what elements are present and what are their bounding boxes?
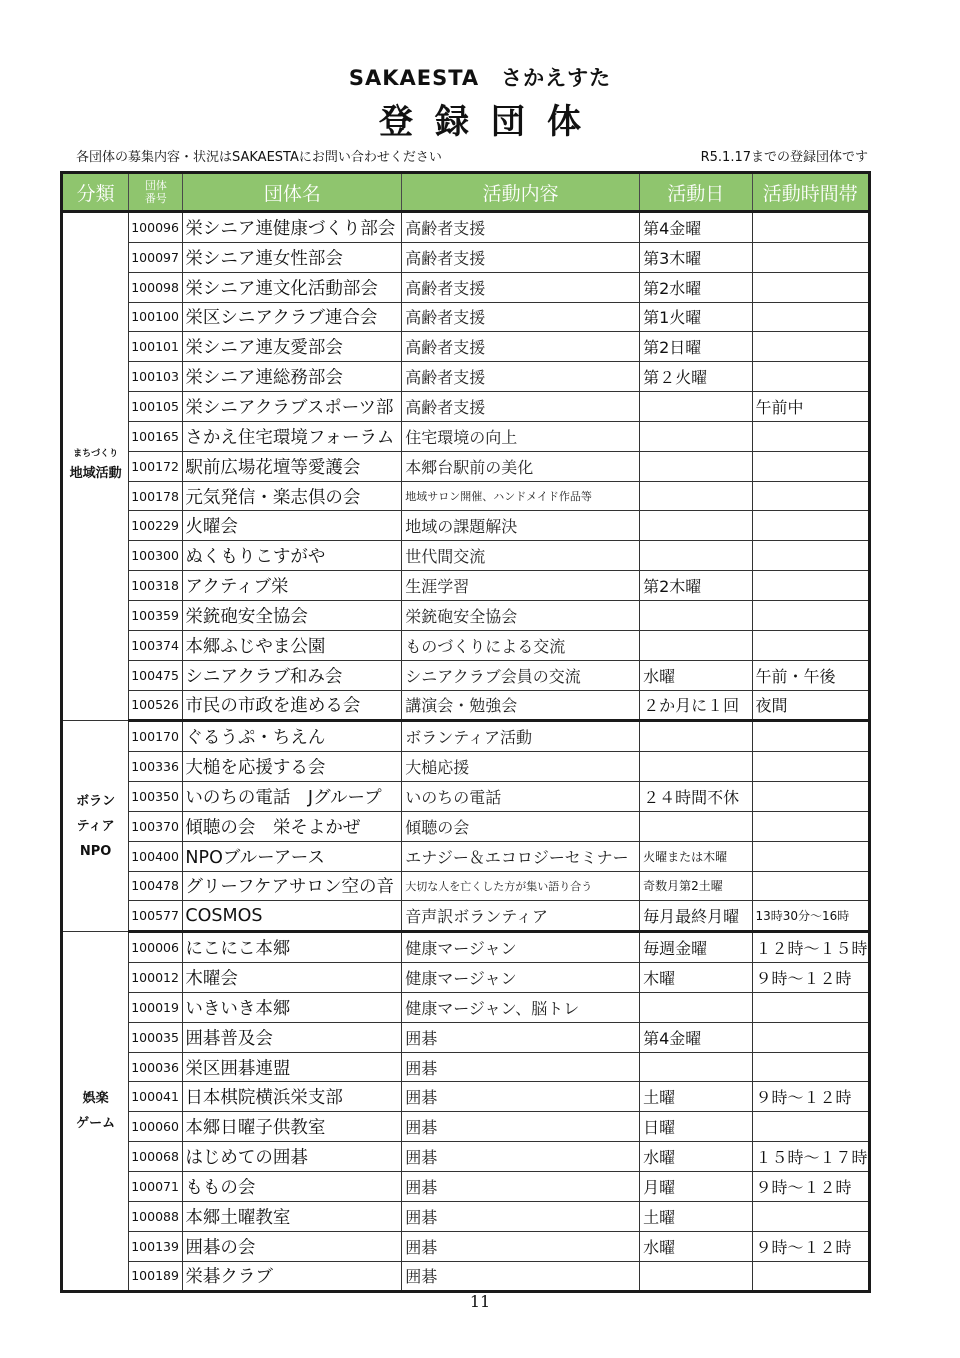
table-row xyxy=(62,571,870,601)
activity-time: 13時30分～16時 xyxy=(752,901,870,932)
activity-day: 第4金曜 xyxy=(640,1022,752,1052)
group-number: 100041 xyxy=(129,1082,183,1112)
group-number: 100165 xyxy=(129,421,183,451)
activity-day: 奇数月第2土曜 xyxy=(640,871,752,901)
activity-day xyxy=(640,721,752,752)
activity-time xyxy=(752,302,870,332)
activity-content: 生涯学習 xyxy=(402,571,640,601)
activity-time: １２時～１５時 xyxy=(752,932,870,963)
activity-content: 傾聴の会 xyxy=(402,811,640,841)
group-name: 栄シニア連女性部会 xyxy=(183,242,402,272)
table-row xyxy=(62,1142,870,1172)
activity-day: 土曜 xyxy=(640,1201,752,1231)
group-name: 大槌を応援する会 xyxy=(183,752,402,782)
group-name: 日本棋院横浜栄支部 xyxy=(183,1082,402,1112)
activity-content: 地域サロン開催、ハンドメイド作品等 xyxy=(402,481,640,511)
activity-content: シニアクラブ会員の交流 xyxy=(402,660,640,690)
activity-day: 土曜 xyxy=(640,1082,752,1112)
group-number: 100036 xyxy=(129,1052,183,1082)
activity-time xyxy=(752,362,870,392)
group-name: 栄銃砲安全協会 xyxy=(183,600,402,630)
group-name: 市民の市政を進める会 xyxy=(183,690,402,721)
group-number: 100012 xyxy=(129,963,183,993)
activity-day xyxy=(640,392,752,422)
group-number: 100096 xyxy=(129,212,183,243)
activity-content: 地域の課題解決 xyxy=(402,511,640,541)
group-number: 100475 xyxy=(129,660,183,690)
group-name: COSMOS xyxy=(183,901,402,932)
activity-time xyxy=(752,630,870,660)
activity-content: 囲碁 xyxy=(402,1112,640,1142)
activity-time xyxy=(752,1261,870,1292)
activity-content: 講演会・勉強会 xyxy=(402,690,640,721)
table-row xyxy=(62,1082,870,1112)
group-number: 100098 xyxy=(129,272,183,302)
activity-content: 本郷台駅前の美化 xyxy=(402,451,640,481)
page-title-line2: 登録団体 xyxy=(379,102,603,142)
activity-day: 第2日曜 xyxy=(640,332,752,362)
group-name: いのちの電話 Jグループ xyxy=(183,782,402,812)
table-row xyxy=(62,212,870,243)
activity-day: 毎週金曜 xyxy=(640,932,752,963)
table-row xyxy=(62,1231,870,1261)
activity-time: ９時～１２時 xyxy=(752,1082,870,1112)
activity-time xyxy=(752,1112,870,1142)
activity-day: 第3木曜 xyxy=(640,242,752,272)
group-name: 栄区囲碁連盟 xyxy=(183,1052,402,1082)
header-number xyxy=(129,173,183,212)
page-number: 11 xyxy=(469,1292,491,1311)
group-number: 100172 xyxy=(129,451,183,481)
table-row xyxy=(62,421,870,451)
group-number: 100088 xyxy=(129,1201,183,1231)
activity-time xyxy=(752,421,870,451)
activity-content: 囲碁 xyxy=(402,1231,640,1261)
table-body xyxy=(62,212,870,1292)
group-name: 栄シニア連文化活動部会 xyxy=(183,272,402,302)
table-row xyxy=(62,600,870,630)
activity-time xyxy=(752,1022,870,1052)
table-row xyxy=(62,901,870,932)
activity-day: 第1火曜 xyxy=(640,302,752,332)
activity-time: 夜間 xyxy=(752,690,870,721)
activity-day: 第2木曜 xyxy=(640,571,752,601)
table-row xyxy=(62,1112,870,1142)
activity-day: ２か月に１回 xyxy=(640,690,752,721)
table-row xyxy=(62,1261,870,1292)
registered-groups-table xyxy=(60,171,871,1293)
activity-content: 世代間交流 xyxy=(402,541,640,571)
activity-content: 高齢者支援 xyxy=(402,392,640,422)
table-row xyxy=(62,272,870,302)
activity-content: いのちの電話 xyxy=(402,782,640,812)
activity-time: ９時～１２時 xyxy=(752,1231,870,1261)
activity-content: 大槌応援 xyxy=(402,752,640,782)
table-row xyxy=(62,1052,870,1082)
category-sub-label: まちづくり xyxy=(73,449,119,460)
activity-content: 音声訳ボランティア xyxy=(402,901,640,932)
activity-day xyxy=(640,992,752,1022)
table-row xyxy=(62,963,870,993)
group-name: いきいき本郷 xyxy=(183,992,402,1022)
group-name: 栄シニア連健康づくり部会 xyxy=(183,212,402,243)
table-row xyxy=(62,392,870,422)
activity-content: ボランティア活動 xyxy=(402,721,640,752)
activity-day: 木曜 xyxy=(640,963,752,993)
table-row xyxy=(62,332,870,362)
activity-time: １５時～１７時 xyxy=(752,1142,870,1172)
activity-content: 囲碁 xyxy=(402,1172,640,1202)
group-number: 100178 xyxy=(129,481,183,511)
activity-time xyxy=(752,541,870,571)
group-number: 100060 xyxy=(129,1112,183,1142)
header-number-top: 団体 xyxy=(144,179,167,192)
activity-day: 水曜 xyxy=(640,1142,752,1172)
group-name: 本郷ふじやま公園 xyxy=(183,630,402,660)
activity-time xyxy=(752,332,870,362)
activity-content: 囲碁 xyxy=(402,1201,640,1231)
group-name: 栄シニアクラブスポーツ部 xyxy=(183,392,402,422)
activity-day xyxy=(640,1261,752,1292)
group-number: 100189 xyxy=(129,1261,183,1292)
group-name: 栄区シニアクラブ連合会 xyxy=(183,302,402,332)
activity-time xyxy=(752,481,870,511)
activity-time xyxy=(752,1052,870,1082)
group-number: 100577 xyxy=(129,901,183,932)
activity-time xyxy=(752,571,870,601)
page-title-line1: SAKAESTA さかえすた xyxy=(348,66,612,90)
activity-time: 午前・午後 xyxy=(752,660,870,690)
activity-time: ９時～１２時 xyxy=(752,963,870,993)
activity-content: 高齢者支援 xyxy=(402,332,640,362)
group-name: 傾聴の会 栄そよかぜ xyxy=(183,811,402,841)
activity-day xyxy=(640,1052,752,1082)
activity-day: 第２火曜 xyxy=(640,362,752,392)
group-name: シニアクラブ和み会 xyxy=(183,660,402,690)
group-name: 栄シニア連総務部会 xyxy=(183,362,402,392)
activity-time xyxy=(752,242,870,272)
date-note: R5.1.17までの登録団体です xyxy=(700,150,868,165)
group-name: ぐるうぷ・ちえん xyxy=(183,721,402,752)
activity-content: 囲碁 xyxy=(402,1261,640,1292)
group-number: 100170 xyxy=(129,721,183,752)
activity-content: エナジー＆エコロジーセミナー xyxy=(402,841,640,871)
group-name: 本郷土曜教室 xyxy=(183,1201,402,1231)
activity-content: 栄銃砲安全協会 xyxy=(402,600,640,630)
header-category: 分類 xyxy=(62,173,129,212)
group-number: 100101 xyxy=(129,332,183,362)
group-number: 100370 xyxy=(129,811,183,841)
activity-day xyxy=(640,752,752,782)
group-name: さかえ住宅環境フォーラム xyxy=(183,421,402,451)
table-row xyxy=(62,992,870,1022)
activity-time xyxy=(752,782,870,812)
inquiry-note: 各団体の募集内容・状況はSAKAESTAにお問い合わせください xyxy=(76,150,442,165)
table-row xyxy=(62,690,870,721)
activity-content: 高齢者支援 xyxy=(402,362,640,392)
activity-content: 健康マージャン xyxy=(402,932,640,963)
group-number: 100105 xyxy=(129,392,183,422)
group-number: 100103 xyxy=(129,362,183,392)
category-cell xyxy=(62,212,129,721)
activity-day xyxy=(640,451,752,481)
group-number: 100526 xyxy=(129,690,183,721)
activity-time xyxy=(752,752,870,782)
header-name: 団体名 xyxy=(183,173,402,212)
table-row xyxy=(62,1022,870,1052)
group-number: 100478 xyxy=(129,871,183,901)
activity-day xyxy=(640,511,752,541)
activity-day: 第4金曜 xyxy=(640,212,752,243)
table-row xyxy=(62,1201,870,1231)
group-number: 100359 xyxy=(129,600,183,630)
activity-content: 高齢者支援 xyxy=(402,272,640,302)
activity-time xyxy=(752,600,870,630)
header-number-bottom: 番号 xyxy=(144,192,167,205)
group-name: 栄碁クラブ xyxy=(183,1261,402,1292)
table-row xyxy=(62,451,870,481)
activity-content: 囲碁 xyxy=(402,1142,640,1172)
activity-time xyxy=(752,841,870,871)
group-number: 100318 xyxy=(129,571,183,601)
group-name: 囲碁普及会 xyxy=(183,1022,402,1052)
header-activity: 活動内容 xyxy=(402,173,640,212)
header-day: 活動日 xyxy=(640,173,752,212)
activity-time xyxy=(752,272,870,302)
header-time: 活動時間帯 xyxy=(752,173,870,212)
activity-time: ９時～１２時 xyxy=(752,1172,870,1202)
activity-day: ２４時間不休 xyxy=(640,782,752,812)
group-number: 100350 xyxy=(129,782,183,812)
table-row xyxy=(62,511,870,541)
activity-day: 水曜 xyxy=(640,660,752,690)
group-number: 100019 xyxy=(129,992,183,1022)
group-name: ももの会 xyxy=(183,1172,402,1202)
group-number: 100097 xyxy=(129,242,183,272)
table-row xyxy=(62,481,870,511)
table-row xyxy=(62,782,870,812)
table-header-row xyxy=(62,173,870,212)
activity-time: 午前中 xyxy=(752,392,870,422)
activity-time xyxy=(752,511,870,541)
activity-content: 高齢者支援 xyxy=(402,242,640,272)
category-label: 娯楽 ゲーム xyxy=(76,1091,116,1132)
group-name: 本郷日曜子供教室 xyxy=(183,1112,402,1142)
activity-time xyxy=(752,811,870,841)
group-number: 100374 xyxy=(129,630,183,660)
group-name: 囲碁の会 xyxy=(183,1231,402,1261)
activity-content: 囲碁 xyxy=(402,1082,640,1112)
activity-content: ものづくりによる交流 xyxy=(402,630,640,660)
group-name: 木曜会 xyxy=(183,963,402,993)
activity-day xyxy=(640,811,752,841)
group-number: 100100 xyxy=(129,302,183,332)
activity-time xyxy=(752,992,870,1022)
group-number: 100139 xyxy=(129,1231,183,1261)
group-name: はじめての囲碁 xyxy=(183,1142,402,1172)
group-number: 100006 xyxy=(129,932,183,963)
activity-content: 大切な人を亡くした方が集い語り合う xyxy=(402,871,640,901)
group-name: アクティブ栄 xyxy=(183,571,402,601)
activity-time xyxy=(752,451,870,481)
group-name: 元気発信・楽志倶の会 xyxy=(183,481,402,511)
activity-time xyxy=(752,1201,870,1231)
activity-content: 健康マージャン xyxy=(402,963,640,993)
table-row xyxy=(62,721,870,752)
group-number: 100400 xyxy=(129,841,183,871)
group-name: 駅前広場花壇等愛護会 xyxy=(183,451,402,481)
group-number: 100229 xyxy=(129,511,183,541)
group-name: NPOブルーアース xyxy=(183,841,402,871)
activity-content: 囲碁 xyxy=(402,1022,640,1052)
activity-day: 第2水曜 xyxy=(640,272,752,302)
group-number: 100336 xyxy=(129,752,183,782)
group-name: グリーフケアサロン空の音 xyxy=(183,871,402,901)
table-row xyxy=(62,932,870,963)
table-row xyxy=(62,752,870,782)
activity-day xyxy=(640,481,752,511)
table-row xyxy=(62,541,870,571)
activity-day xyxy=(640,421,752,451)
group-name: ぬくもりこすがや xyxy=(183,541,402,571)
category-cell xyxy=(62,932,129,1292)
table-row xyxy=(62,630,870,660)
activity-content: 高齢者支援 xyxy=(402,212,640,243)
activity-day xyxy=(640,600,752,630)
activity-content: 高齢者支援 xyxy=(402,302,640,332)
table-row xyxy=(62,302,870,332)
activity-day xyxy=(640,630,752,660)
category-cell xyxy=(62,721,129,932)
activity-content: 健康マージャン、脳トレ xyxy=(402,992,640,1022)
group-number: 100035 xyxy=(129,1022,183,1052)
table-row xyxy=(62,362,870,392)
activity-time xyxy=(752,212,870,243)
group-name: 栄シニア連友愛部会 xyxy=(183,332,402,362)
activity-day: 毎月最終月曜 xyxy=(640,901,752,932)
group-name: にこにこ本郷 xyxy=(183,932,402,963)
activity-time xyxy=(752,721,870,752)
activity-content: 住宅環境の向上 xyxy=(402,421,640,451)
group-number: 100068 xyxy=(129,1142,183,1172)
activity-day: 火曜または木曜 xyxy=(640,841,752,871)
activity-time xyxy=(752,871,870,901)
group-name: 火曜会 xyxy=(183,511,402,541)
table-row xyxy=(62,811,870,841)
activity-day xyxy=(640,541,752,571)
table-row xyxy=(62,660,870,690)
group-number: 100300 xyxy=(129,541,183,571)
table-row xyxy=(62,242,870,272)
table-row xyxy=(62,871,870,901)
activity-day: 月曜 xyxy=(640,1172,752,1202)
category-label: ボラン ティア NPO xyxy=(76,793,116,859)
table-row xyxy=(62,841,870,871)
group-number: 100071 xyxy=(129,1172,183,1202)
table-row xyxy=(62,1172,870,1202)
activity-day: 日曜 xyxy=(640,1112,752,1142)
activity-day: 水曜 xyxy=(640,1231,752,1261)
category-label: 地域活動 xyxy=(69,466,122,482)
activity-content: 囲碁 xyxy=(402,1052,640,1082)
